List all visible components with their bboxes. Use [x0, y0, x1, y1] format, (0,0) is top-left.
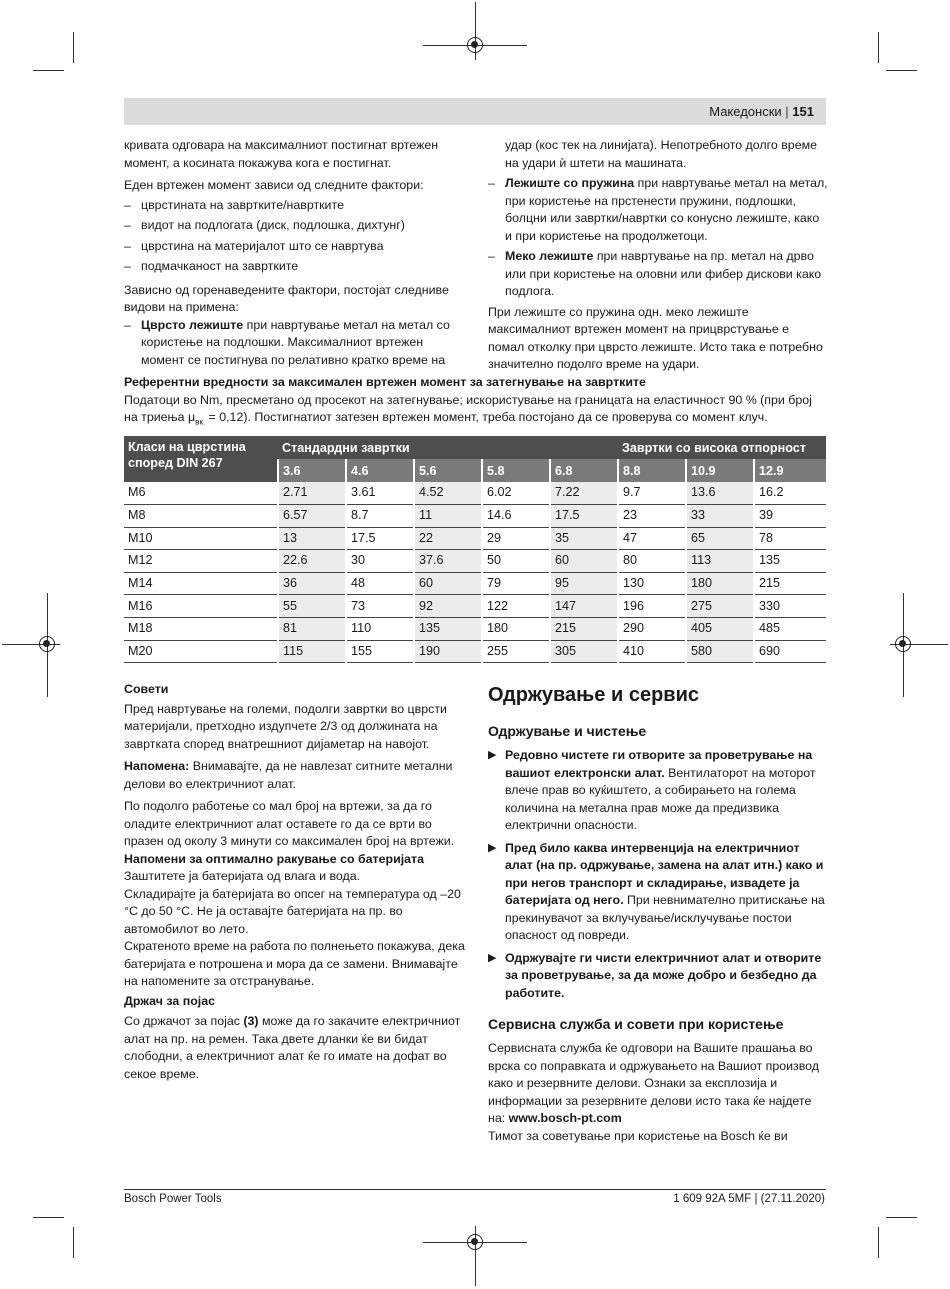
torque-value-cell: 135: [754, 550, 826, 573]
grade-header: 5.8: [482, 459, 550, 482]
dash-bullet: –: [124, 218, 131, 232]
torque-value-cell: 155: [346, 640, 414, 663]
registration-mark-icon: [467, 37, 483, 53]
grade-header: 10.9: [686, 459, 754, 482]
table-header-high-strength: Завртки со висока отпорност: [618, 436, 826, 459]
torque-value-cell: 410: [618, 640, 686, 663]
torque-value-cell: 9.7: [618, 482, 686, 505]
torque-value-cell: 580: [686, 640, 754, 663]
torque-value-cell: 48: [346, 572, 414, 595]
torque-value-cell: 3.61: [346, 482, 414, 505]
crop-mark: [73, 32, 74, 63]
instruction-item: [488, 950, 828, 1003]
torque-value-cell: 79: [482, 572, 550, 595]
service-paragraph: Тимот за советување при користење на Bosch ќе ви: [488, 1128, 788, 1143]
grade-header: 5.6: [414, 459, 482, 482]
torque-value-cell: 50: [482, 550, 550, 573]
table-title: Референтни вредности за максимален вртежен момент за затегнување на завртките: [124, 375, 646, 389]
factor-text: подмачканост на завртките: [141, 259, 299, 273]
grade-header: 3.6: [278, 459, 346, 482]
torque-value-cell: 690: [754, 640, 826, 663]
maintenance-column: [488, 683, 828, 1145]
torque-value-cell: 147: [550, 595, 618, 618]
belt-clip-paragraph: [124, 1013, 468, 1083]
torque-value-cell: 275: [686, 595, 754, 618]
crop-mark: [33, 70, 64, 71]
torque-value-cell: 405: [686, 618, 754, 641]
torque-value-cell: 17.5: [550, 505, 618, 528]
torque-value-cell: 33: [686, 505, 754, 528]
instruction-item: [488, 747, 828, 835]
grade-header: 12.9: [754, 459, 826, 482]
torque-value-cell: 11: [414, 505, 482, 528]
intro-right-column: [488, 137, 828, 374]
note-text: Внимавајте, да не навлезат ситните метални делови во електричниот алат.: [124, 759, 453, 791]
spring-joint-label: Лежиште со пружина: [505, 176, 635, 190]
torque-value-cell: 290: [618, 618, 686, 641]
page-header: [709, 103, 814, 120]
crop-mark: [886, 70, 917, 71]
torque-value-cell: 23: [618, 505, 686, 528]
battery-paragraph: Складирајте ја батеријата во опсег на температура од –20 °C до 50 °C. Не ја оставајте батеријата на пр. во автомобилот во лето.: [124, 886, 461, 936]
table-row: [124, 640, 826, 663]
intro-left-column: [124, 137, 466, 369]
bolt-size-cell: M10: [124, 527, 278, 550]
torque-value-cell: 39: [754, 505, 826, 528]
table-row: [124, 618, 826, 641]
grade-header: 4.6: [346, 459, 414, 482]
crop-mark: [33, 1217, 64, 1218]
table-description-subscript: вк.: [195, 417, 206, 427]
torque-value-cell: 8.7: [346, 505, 414, 528]
arrow-bullet-icon: ▶: [488, 951, 497, 964]
bolt-size-cell: M16: [124, 595, 278, 618]
torque-value-cell: 65: [686, 527, 754, 550]
torque-value-cell: 16.2: [754, 482, 826, 505]
soft-joint-label: Меко лежиште: [505, 249, 594, 263]
tips-note: [124, 758, 468, 793]
soft-joint-item: [488, 248, 828, 301]
footer-right: 1 609 92A 5MF | (27.11.2020): [673, 1193, 825, 1205]
torque-value-cell: 4.52: [414, 482, 482, 505]
factor-item: [124, 258, 466, 276]
maintenance-heading: Одржување и сервис: [488, 684, 699, 706]
factor-item: [124, 238, 466, 256]
torque-value-cell: 37.6: [414, 550, 482, 573]
belt-clip-ref: (3): [243, 1014, 259, 1028]
tips-column: [124, 681, 468, 1083]
torque-value-cell: 330: [754, 595, 826, 618]
arrow-bullet-icon: ▶: [488, 841, 497, 854]
cleaning-heading: Одржување и чистење: [488, 723, 647, 739]
torque-value-cell: 305: [550, 640, 618, 663]
header-separator: |: [785, 104, 789, 119]
instruction-text: При невнимателно притискање на прекинувачот за вклучување/исклучување постои опасност од повреди.: [505, 893, 825, 942]
grade-header: 6.8: [550, 459, 618, 482]
dash-bullet: –: [488, 176, 495, 190]
instruction-item: [488, 840, 828, 945]
torque-value-cell: 60: [414, 572, 482, 595]
table-row: [124, 527, 826, 550]
torque-value-cell: 78: [754, 527, 826, 550]
bolt-size-cell: M6: [124, 482, 278, 505]
service-paragraph: [488, 1040, 828, 1128]
torque-value-cell: 36: [278, 572, 346, 595]
torque-value-cell: 122: [482, 595, 550, 618]
intro-paragraph: Еден вртежен момент зависи од следните фактори:: [124, 178, 424, 192]
note-label: Напомена:: [124, 759, 190, 773]
instruction-bold: Одржувајте ги чисти електричниот алат и отворите за проветрување, за да може добро и безбедно да работите.: [505, 950, 822, 1000]
tips-title: Совети: [124, 682, 169, 696]
torque-value-cell: 115: [278, 640, 346, 663]
table-description-text: Податоци во Nm, пресметано од просекот на затегнување; искористување на границата на еластичност 90 % (при број на триењa μ: [124, 392, 812, 424]
torque-value-cell: 180: [686, 572, 754, 595]
torque-value-cell: 17.5: [346, 527, 414, 550]
torque-value-cell: 7.22: [550, 482, 618, 505]
torque-value-cell: 6.57: [278, 505, 346, 528]
tips-paragraph: Пред навртување на големи, подолги завртки во цврсти материјали, претходно издупчете 2/3 од должината на завртката според внатрешниот дијаметар на навојот.: [124, 701, 447, 751]
torque-value-cell: 55: [278, 595, 346, 618]
dash-bullet: –: [124, 259, 131, 273]
bolt-size-cell: M12: [124, 550, 278, 573]
torque-value-cell: 130: [618, 572, 686, 595]
dash-bullet: –: [124, 238, 131, 253]
bolt-size-cell: M8: [124, 505, 278, 528]
tips-paragraph: По подолго работење со мал број на вртежи, за да го оладите електричниот алат оставете го да се врти во празен од околу 3 минути со максимален број на вртежи.: [124, 799, 455, 848]
footer-left: Bosch Power Tools: [124, 1193, 222, 1205]
battery-paragraph: Заштитете ја батеријата од влага и вода.: [124, 869, 361, 883]
torque-value-cell: 110: [346, 618, 414, 641]
table-header-standard: Стандардни завртки: [278, 436, 618, 459]
header-language: Македонски: [709, 104, 782, 119]
belt-clip-title: Држач за појас: [124, 993, 215, 1008]
registration-mark-icon: [895, 636, 911, 652]
intro-paragraph: кривата одговара на максималниот постигнат вртежен момент, а косината покажува кога е постигнат.: [124, 138, 439, 170]
table-row: [124, 550, 826, 573]
torque-value-cell: 73: [346, 595, 414, 618]
registration-mark-icon: [467, 1234, 483, 1250]
hard-joint-label: Цврсто лежиште: [141, 317, 244, 332]
torque-value-cell: 35: [550, 527, 618, 550]
dash-bullet: –: [124, 197, 131, 212]
torque-value-cell: 14.6: [482, 505, 550, 528]
torque-value-cell: 29: [482, 527, 550, 550]
page-number: 151: [792, 104, 814, 119]
table-description-text: = 0,12). Постигнатиот затезен вртежен момент, треба постојано да се проверува со момент клуч.: [205, 410, 768, 424]
torque-value-cell: 196: [618, 595, 686, 618]
torque-table: [124, 436, 826, 663]
table-description: [124, 392, 828, 431]
torque-value-cell: 190: [414, 640, 482, 663]
crop-mark: [878, 1227, 879, 1258]
service-text: Сервисната служба ќе одговори на Вашите прашања во врска со поправката и одржувањето на Вашиот производ како и резервните делови. Ознаки за експлозија и информации за резервните делови исто така ќе најдете на:: [488, 1041, 820, 1125]
arrow-bullet-icon: ▶: [488, 749, 497, 761]
torque-value-cell: 92: [414, 595, 482, 618]
soft-joint-text: при навртување на пр. метал на дрво или при користење на оловни или фибер дискови како подлога.: [505, 249, 822, 298]
torque-value-cell: 22: [414, 527, 482, 550]
torque-value-cell: 47: [618, 527, 686, 550]
dash-bullet: –: [124, 317, 131, 332]
instruction-bold: Пред било каква интервенција на електричниот алат (на пр. одржување, замена на алат итн.) како и при негов транспорт и складирање, извадете ја батеријата од него.: [505, 840, 824, 907]
table-row: [124, 572, 826, 595]
torque-value-cell: 81: [278, 618, 346, 641]
torque-value-cell: 113: [686, 550, 754, 573]
instruction-bold: Редовно чистете ги отворите за проветрување на вашиот електронски алат.: [505, 748, 813, 780]
service-url-link[interactable]: www.bosch-pt.com: [508, 1111, 622, 1125]
instruction-text: Вентилаторот на моторот влече прав во куќиштето, а собирањето на голема количина на метална прав може да предизвика електрични опасности.: [505, 765, 816, 832]
factor-item: [124, 217, 466, 235]
spring-joint-item: [488, 175, 828, 245]
torque-table-caption: [124, 374, 828, 431]
torque-value-cell: 255: [482, 640, 550, 663]
table-row: [124, 505, 826, 528]
belt-clip-text: Со држачот за појас: [124, 1014, 244, 1028]
intro-paragraph: Зависно од горенаведените фактори, постојат следниве видови на примена:: [124, 282, 449, 314]
torque-value-cell: 30: [346, 550, 414, 573]
grade-header: 8.8: [618, 459, 686, 482]
crop-mark: [886, 1217, 917, 1218]
torque-value-cell: 60: [550, 550, 618, 573]
table-row: [124, 482, 826, 505]
crop-mark: [878, 32, 879, 63]
torque-value-cell: 13: [278, 527, 346, 550]
continued-text: удар (кос тек на линијата). Непотребното долго време на удари ѝ штети на машината.: [505, 138, 817, 170]
dash-bullet: –: [488, 249, 495, 263]
battery-paragraph: Скратеното време на работа по полнењето покажува, дека батеријата е потрошена и мора да се замени. Внимавајте на напомените за отстранување.: [124, 939, 465, 988]
bolt-size-cell: M18: [124, 618, 278, 641]
footer-rule: [124, 1189, 826, 1190]
spring-joint-text: при навртување метал на метал, при користење на прстенести пружини, подлошки, болцни или завртки/навртки со конусно лежиште, како и при користење на продолжетоци.: [505, 176, 828, 243]
factor-text: цврстина на материјалот што се навртува: [141, 238, 384, 253]
bolt-size-cell: M20: [124, 640, 278, 663]
hard-joint-text: при навртување метал на метал со користење на подлошки. Максималниот вртежен момент се постигнува по релативно кратко време на: [141, 317, 450, 367]
table-header-class: Класи на цврстина според DIN 267: [124, 436, 278, 482]
factor-item: [124, 197, 466, 215]
torque-value-cell: 180: [482, 618, 550, 641]
table-row: [124, 595, 826, 618]
torque-value-cell: 485: [754, 618, 826, 641]
torque-value-cell: 95: [550, 572, 618, 595]
registration-mark-icon: [39, 636, 55, 652]
factor-text: видот на подлогата (диск, подлошка, дихтунг): [141, 218, 405, 232]
crop-mark: [73, 1227, 74, 1258]
torque-value-cell: 80: [618, 550, 686, 573]
bolt-size-cell: M14: [124, 572, 278, 595]
service-heading: Сервисна служба и совети при користење: [488, 1016, 784, 1032]
torque-value-cell: 135: [414, 618, 482, 641]
torque-value-cell: 13.6: [686, 482, 754, 505]
torque-value-cell: 6.02: [482, 482, 550, 505]
intro-paragraph: При лежиштe со пружина одн. меко лежиште максималниот вртежен момент на прицврстување е помал отколку при цврсто лежиште. Исто така е потребно значително подолго време на удари.: [488, 304, 823, 371]
torque-value-cell: 215: [754, 572, 826, 595]
torque-value-cell: 215: [550, 618, 618, 641]
battery-title: Напомени за оптимално ракување со батеријата: [124, 851, 425, 866]
torque-value-cell: 2.71: [278, 482, 346, 505]
torque-value-cell: 22.6: [278, 550, 346, 573]
hard-joint-item: [124, 317, 466, 370]
factor-text: цврстината на завртките/наврткитe: [141, 197, 345, 212]
belt-clip-text: може да го закачите електричниот алат на пр. на ремен. Така двете дланки ќе ви бидат слободни, а електричниот алат ќе го имате на дофат во секое време.: [124, 1014, 461, 1081]
